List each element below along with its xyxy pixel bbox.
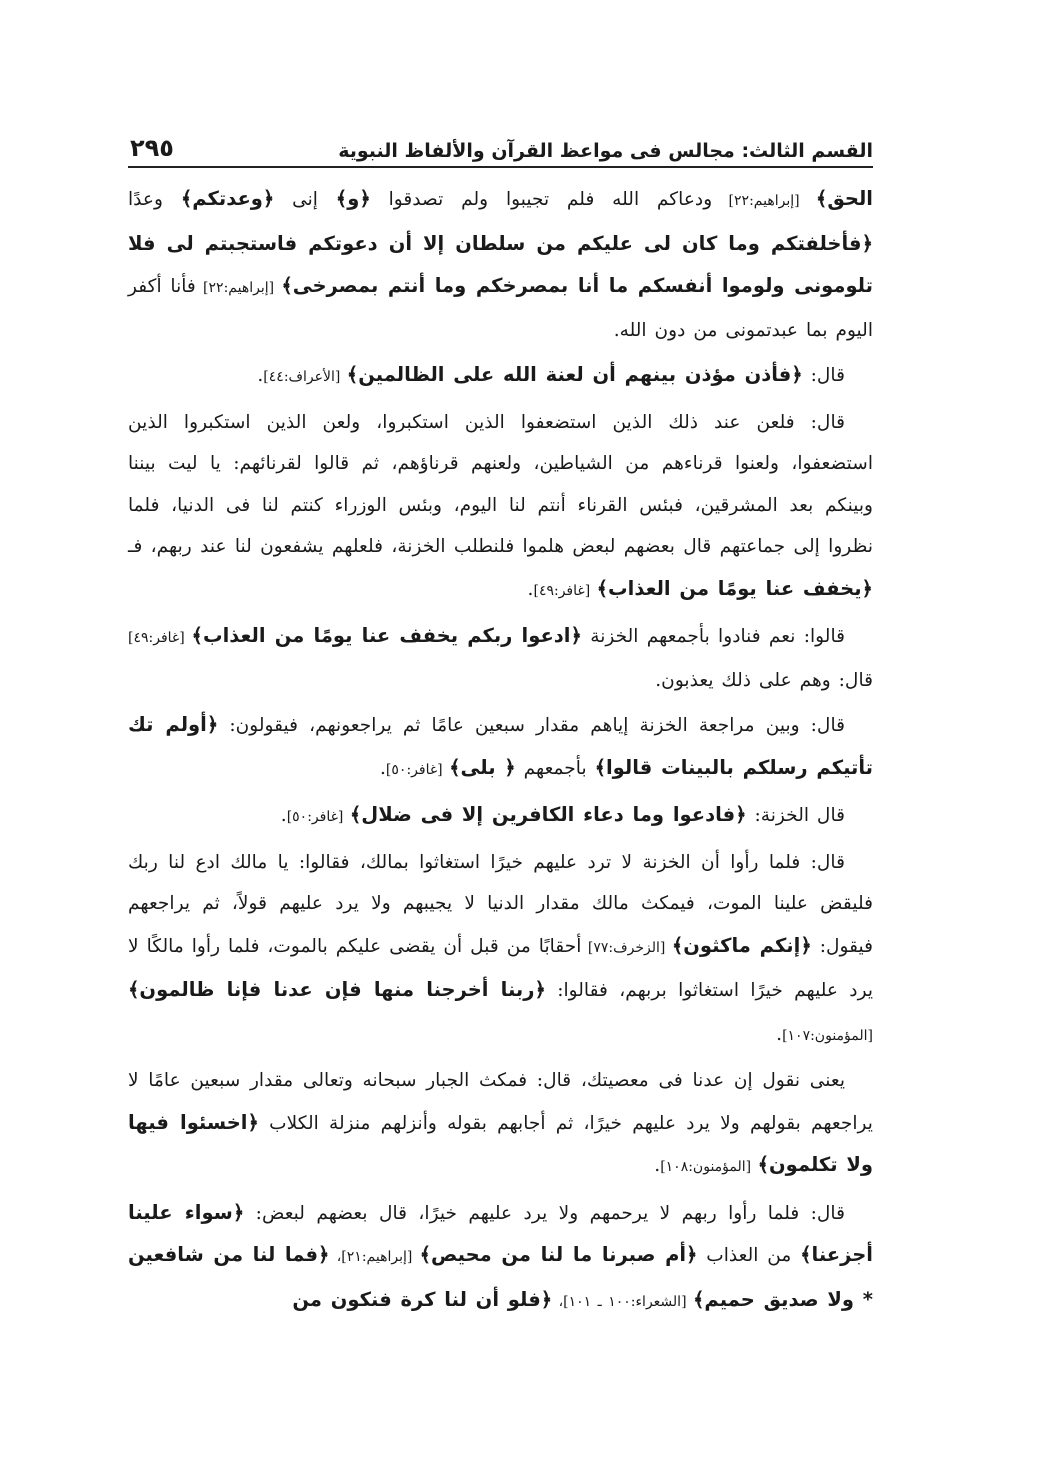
quran-quote: ﴿ بلى﴾	[449, 755, 516, 779]
verse-reference: [إبراهيم:٢٢]	[712, 193, 816, 209]
body-text: قال: وهم على ذلك يعذبون.	[655, 669, 873, 691]
quran-quote: ﴿أم صبرنا ما لنا من محيص﴾	[419, 1243, 698, 1266]
verse-reference: [غافر:٥٠]	[286, 809, 350, 825]
verse-reference: [غافر:٤٩]	[128, 630, 192, 646]
verse-reference: [الأعراف:٤٤]	[263, 369, 347, 385]
quran-quote: ﴿ربنا أخرجنا منها فإن عدنا فإنا ظالمون﴾	[128, 978, 546, 1001]
body-text: قال: فلما رأوا أن الخزنة لا ترد عليهم خيرًا استغاثوا بمالك، فقالوا: يا مالك ادع لنا ربك فليقض علينا الموت، فيمكث مالك مقدار الدنيا لا يجيبهم ولا يرد عليهم قولاً، ثم يراجعهم فيقول:	[128, 851, 873, 957]
quran-quote: ﴿فما لنا من شافعين * ولا صديق حميم﴾	[128, 1243, 873, 1311]
body-text: .	[257, 365, 264, 386]
body-text: قال:	[802, 365, 845, 386]
section-subtitle: مجالس فى مواعظ القرآن والألفاظ النبوية	[338, 140, 735, 162]
quran-quote: ﴿فأذن مؤذن بينهم أن لعنة الله على الظالمين﴾	[346, 363, 803, 386]
page-number: ٢٩٥	[130, 134, 174, 162]
quran-quote: ﴿يخفف عنا يومًا من العذاب﴾	[596, 576, 873, 600]
body-text: .	[776, 1023, 783, 1045]
paragraph	[128, 794, 873, 839]
body-text: فأنا أكفر اليوم بما عبدتمونى من دون الله.	[128, 276, 873, 341]
quran-quote: ﴿سواء علينا أجزعنا﴾	[128, 1200, 873, 1266]
body-text: أحقابًا من قبل أن يقضى عليكم بالموت، فلما رأوا مالكًا لا يرد عليهم خيرًا استغاثوا بربهم، فقالوا:	[128, 935, 874, 1001]
body-text: .	[380, 757, 386, 779]
body-text: قال: وبين مراجعة الخزنة إياهم مقدار سبعين عامًا ثم يراجعونهم، فيقولون:	[218, 715, 845, 736]
body-text: قال: فلما رأوا ربهم لا يرحمهم ولا يرد عليهم خيرًا، قال بعضهم لبعض:	[244, 1202, 845, 1224]
body-text: بأجمعهم	[515, 757, 595, 779]
quran-quote: الحق﴾	[815, 187, 873, 210]
verse-reference: [المؤمنون:١٠٨]	[660, 1159, 758, 1175]
quran-quote: ﴿إنكم ماكثون﴾	[671, 933, 812, 957]
quran-quote: ﴿ادعوا ربكم يخفف عنا يومًا من العذاب﴾	[191, 624, 582, 647]
paragraph	[128, 615, 873, 701]
body-text: .	[280, 805, 287, 826]
paragraph	[128, 178, 873, 351]
verse-reference: [الشعراء:١٠٠ ـ ١٠١]،	[552, 1293, 693, 1310]
running-header	[128, 126, 873, 168]
body-text: إنى	[274, 189, 336, 210]
body-text: قالوا: نعم فنادوا بأجمعهم الخزنة	[581, 626, 846, 647]
page-body	[128, 178, 873, 1323]
quran-quote: ﴿فادعوا وما دعاء الكافرين إلا فى ضلال﴾	[349, 803, 747, 826]
quran-quote: ﴿أولم تك تأتيكم رسلكم بالبينات قالوا﴾	[128, 713, 873, 779]
body-text: ودعاكم الله فلم تجيبوا ولم تصدقوا	[370, 189, 713, 210]
body-text: قال الخزنة:	[746, 805, 845, 826]
body-text: .	[654, 1155, 661, 1176]
section-label: القسم الثالث:	[741, 140, 873, 162]
body-text: وعدًا	[128, 189, 181, 210]
body-text: من العذاب	[697, 1245, 801, 1266]
quran-quote: ﴿فأخلفتكم وما كان لى عليكم من سلطان إلا أن دعوتكم فاستجبتم لى فلا تلومونى ولوموا أنفسكم ما أنا بمصرخكم وما أنتم بمصرخى﴾	[128, 231, 873, 297]
paragraph	[128, 1192, 873, 1324]
verse-reference: [غافر:٥٠]	[385, 761, 450, 778]
verse-reference: [غافر:٤٩]	[533, 582, 597, 599]
quran-quote: ﴿وعدتكم﴾	[180, 187, 275, 210]
paragraph	[128, 354, 873, 399]
header-title	[338, 140, 873, 162]
body-text: قال: فلعن عند ذلك الذين استضعفوا الذين استكبروا، ولعن الذين استكبروا الذين استضعفوا، ولعنوا قرناءهم من الشياطين، ولعنهم قرناؤهم، ثم قالوا لقرنائهم: يا ليت بيننا وبينكم بعد المشرقين، فبئس القرناء أنتم لنا اليوم، وبئس الوزراء كنتم لنا فى الدنيا، فلما نظروا إلى جماعتهم قال بعضهم لبعض هلموا فلنطلب الخزنة، فلعلهم يشفعون لنا عند ربهم، فـ	[128, 411, 873, 557]
verse-reference: [المؤمنون:١٠٧]	[782, 1027, 873, 1044]
quran-quote: ﴿و﴾	[335, 187, 371, 210]
book-page	[128, 126, 873, 1326]
paragraph	[128, 704, 873, 791]
paragraph	[128, 1060, 873, 1189]
paragraph	[128, 402, 873, 613]
body-text: .	[527, 578, 534, 600]
quran-quote: ﴿فلو أن لنا كرة فنكون من	[292, 1287, 553, 1311]
body-text: يعنى نقول إن عدنا فى معصيتك، قال: فمكث الجبار سبحانه وتعالى مقدار سبعين عامًا لا يراجعهم بقولهم ولا يرد عليهم خيرًا، ثم أجابهم بقوله وأنزلهم منزلة الكلاب	[128, 1070, 873, 1134]
verse-reference: [الزخرف:٧٧]	[581, 939, 672, 956]
quran-quote: ﴿اخسئوا فيها ولا تكلمون﴾	[128, 1110, 873, 1176]
verse-reference: [إبراهيم:٢١]،	[329, 1249, 420, 1265]
verse-reference: [إبراهيم:٢٢]	[195, 280, 282, 296]
paragraph	[128, 842, 873, 1058]
